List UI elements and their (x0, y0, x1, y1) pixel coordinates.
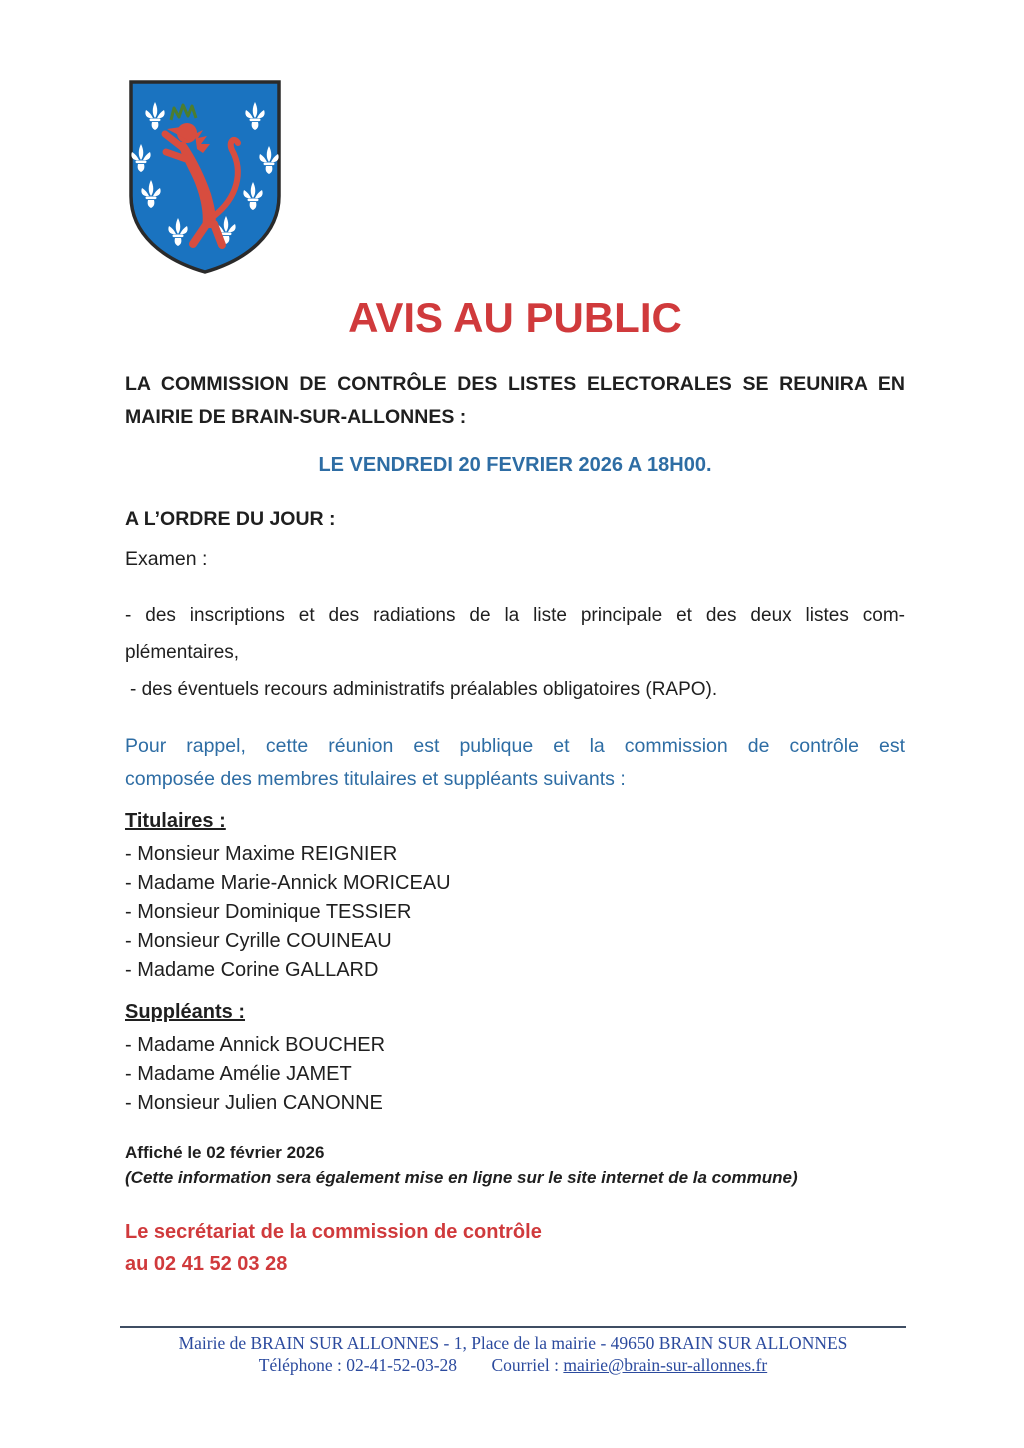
agenda-item-line: plémentaires, (125, 642, 240, 663)
contact-line2: au 02 41 52 03 28 (125, 1253, 288, 1275)
text-line: composée des membres titulaires et suppléants suivants : (125, 768, 626, 790)
text-line: Pour rappel, cette réunion est publique et la commission de contrôle est (125, 735, 905, 757)
titulaires-heading: Titulaires : (125, 810, 226, 832)
footer-contacts (120, 1354, 906, 1376)
contact-block (125, 1216, 905, 1280)
agenda-item-line: - des inscriptions et des radiations de la liste principale et des deux listes com- (125, 605, 905, 626)
intro-paragraph (125, 368, 905, 434)
footer (120, 1326, 906, 1376)
titulaires-list (125, 840, 905, 985)
suppleants-heading: Suppléants : (125, 1001, 246, 1023)
footer-email-link[interactable]: mairie@brain-sur-allonnes.fr (563, 1355, 768, 1375)
meeting-date: LE VENDREDI 20 FEVRIER 2026 A 18H00. (318, 454, 712, 476)
page-title: AVIS AU PUBLIC (348, 294, 682, 341)
agenda-heading: A L’ORDRE DU JOUR : (125, 508, 336, 530)
member-item: - Madame Annick BOUCHER (125, 1034, 386, 1056)
member-item: - Monsieur Dominique TESSIER (125, 901, 412, 923)
contact-line1: Le secrétariat de la commission de contrôle (125, 1221, 542, 1243)
footer-email-label: Courriel : (491, 1355, 564, 1375)
notice-body (125, 0, 905, 1280)
agenda-intro: Examen : (125, 548, 208, 570)
suppleants-list (125, 1031, 905, 1118)
reminder-paragraph (125, 730, 905, 796)
posted-note: (Cette information sera également mise en ligne sur le site internet de la commune) (125, 1168, 798, 1187)
member-item: - Monsieur Cyrille COUINEAU (125, 930, 392, 952)
posted-date: Affiché le 02 février 2026 (125, 1143, 325, 1162)
footer-divider (120, 1326, 906, 1328)
agenda-items (125, 597, 905, 708)
agenda-item-line: - des éventuels recours administratifs préalables obligatoires (RAPO). (130, 679, 718, 700)
footer-address: Mairie de BRAIN SUR ALLONNES - 1, Place de la mairie - 49650 BRAIN SUR ALLONNES (178, 1333, 848, 1353)
footer-phone: Téléphone : 02-41-52-03-28 (258, 1355, 458, 1375)
text-line: MAIRIE DE BRAIN-SUR-ALLONNES : (125, 406, 467, 428)
member-item: - Madame Marie-Annick MORICEAU (125, 872, 451, 894)
member-item: - Monsieur Maxime REIGNIER (125, 843, 398, 865)
member-item: - Madame Corine GALLARD (125, 959, 379, 981)
member-item: - Madame Amélie JAMET (125, 1063, 352, 1085)
member-item: - Monsieur Julien CANONNE (125, 1092, 383, 1114)
text-line: LA COMMISSION DE CONTRÔLE DES LISTES ELECTORALES SE REUNIRA EN (125, 373, 905, 395)
